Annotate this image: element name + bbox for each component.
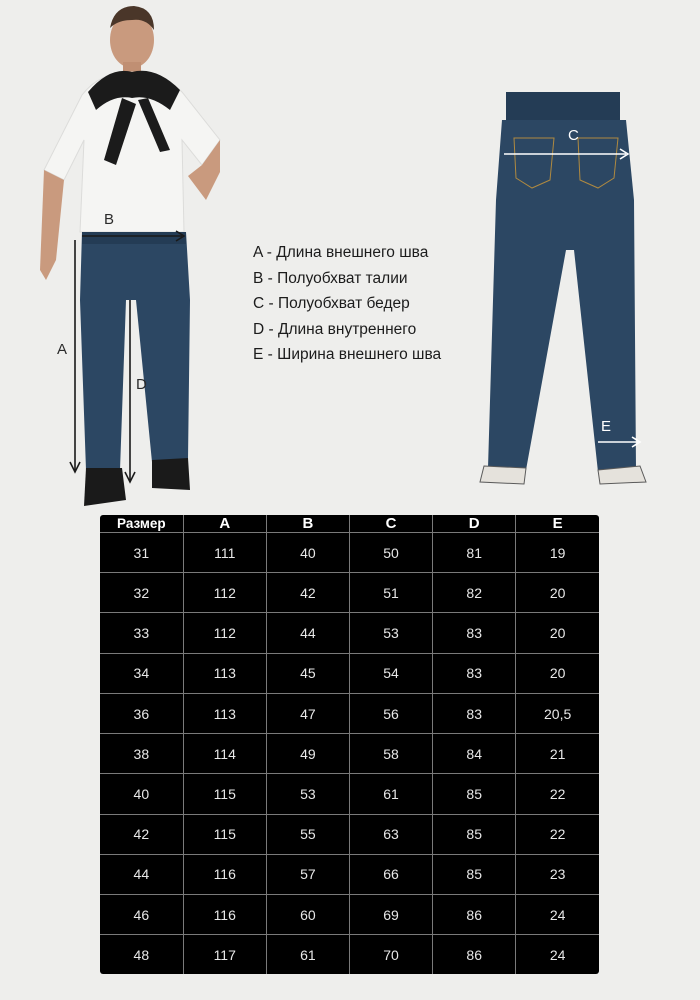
cell-e: 20 [516, 653, 599, 693]
cell-c: 50 [349, 533, 432, 573]
cell-size: 40 [100, 774, 183, 814]
cell-c: 66 [349, 854, 432, 894]
cell-d: 84 [433, 734, 516, 774]
cell-a: 113 [183, 653, 266, 693]
cell-d: 86 [433, 935, 516, 974]
header-b: B [266, 515, 349, 533]
header-a: A [183, 515, 266, 533]
cell-a: 116 [183, 854, 266, 894]
table-row [100, 653, 599, 693]
model-front-figure [30, 0, 230, 510]
cell-c: 61 [349, 774, 432, 814]
table-row [100, 693, 599, 733]
cell-size: 38 [100, 734, 183, 774]
table-row [100, 854, 599, 894]
cell-e: 24 [516, 935, 599, 974]
cell-a: 112 [183, 573, 266, 613]
table-row [100, 573, 599, 613]
cell-e: 20 [516, 573, 599, 613]
table-row [100, 895, 599, 935]
size-table-grid [100, 515, 599, 974]
cell-e: 20 [516, 613, 599, 653]
cell-size: 46 [100, 895, 183, 935]
cell-d: 82 [433, 573, 516, 613]
legend-item-d: D - Длина внутреннего [253, 320, 417, 338]
cell-b: 47 [266, 693, 349, 733]
cell-size: 42 [100, 814, 183, 854]
table-row [100, 734, 599, 774]
cell-a: 115 [183, 814, 266, 854]
cell-c: 63 [349, 814, 432, 854]
table-row [100, 533, 599, 573]
label-d: D [136, 376, 147, 393]
table-row [100, 935, 599, 974]
cell-e: 20,5 [516, 693, 599, 733]
cell-a: 116 [183, 895, 266, 935]
measurement-legend [253, 240, 441, 368]
legend-item-a: A - Длина внешнего шва [253, 244, 429, 261]
header-size: Размер [100, 515, 183, 533]
cell-a: 115 [183, 774, 266, 814]
cell-e: 24 [516, 895, 599, 935]
cell-d: 85 [433, 814, 516, 854]
cell-b: 42 [266, 573, 349, 613]
cell-a: 111 [183, 533, 266, 573]
cell-c: 54 [349, 653, 432, 693]
cell-b: 61 [266, 935, 349, 974]
legend-item-e: E - Ширина внешнего шва [253, 346, 442, 363]
cell-d: 83 [433, 613, 516, 653]
cell-b: 55 [266, 814, 349, 854]
cell-d: 86 [433, 895, 516, 935]
jeans-back-figure [470, 80, 670, 500]
size-chart-table [100, 515, 599, 974]
header-c: C [349, 515, 432, 533]
cell-d: 85 [433, 774, 516, 814]
header-d: D [433, 515, 516, 533]
label-e: E [601, 418, 612, 435]
cell-b: 40 [266, 533, 349, 573]
label-a: A [57, 341, 68, 358]
cell-c: 69 [349, 895, 432, 935]
cell-e: 23 [516, 854, 599, 894]
cell-b: 44 [266, 613, 349, 653]
cell-size: 33 [100, 613, 183, 653]
cell-size: 34 [100, 653, 183, 693]
cell-a: 112 [183, 613, 266, 653]
cell-c: 53 [349, 613, 432, 653]
cell-c: 51 [349, 573, 432, 613]
cell-e: 22 [516, 774, 599, 814]
table-row [100, 613, 599, 653]
cell-e: 22 [516, 814, 599, 854]
table-row [100, 814, 599, 854]
cell-c: 70 [349, 935, 432, 974]
cell-e: 21 [516, 734, 599, 774]
cell-size: 32 [100, 573, 183, 613]
cell-c: 56 [349, 693, 432, 733]
cell-a: 117 [183, 935, 266, 974]
table-header-row [100, 515, 599, 533]
cell-size: 44 [100, 854, 183, 894]
cell-a: 114 [183, 734, 266, 774]
cell-b: 49 [266, 734, 349, 774]
label-c: C [568, 127, 579, 144]
table-row [100, 774, 599, 814]
cell-a: 113 [183, 693, 266, 733]
label-b: B [104, 211, 115, 228]
cell-b: 53 [266, 774, 349, 814]
legend-item-b: B - Полуобхват талии [253, 269, 408, 287]
cell-d: 83 [433, 693, 516, 733]
cell-size: 31 [100, 533, 183, 573]
legend-item-c: C - Полуобхват бедер [253, 295, 410, 312]
cell-b: 57 [266, 854, 349, 894]
header-e: E [516, 515, 599, 533]
cell-c: 58 [349, 734, 432, 774]
cell-size: 48 [100, 935, 183, 974]
cell-b: 45 [266, 653, 349, 693]
model-front-illustration [30, 0, 230, 510]
cell-d: 85 [433, 854, 516, 894]
cell-e: 19 [516, 533, 599, 573]
cell-size: 36 [100, 693, 183, 733]
cell-b: 60 [266, 895, 349, 935]
cell-d: 83 [433, 653, 516, 693]
cell-d: 81 [433, 533, 516, 573]
